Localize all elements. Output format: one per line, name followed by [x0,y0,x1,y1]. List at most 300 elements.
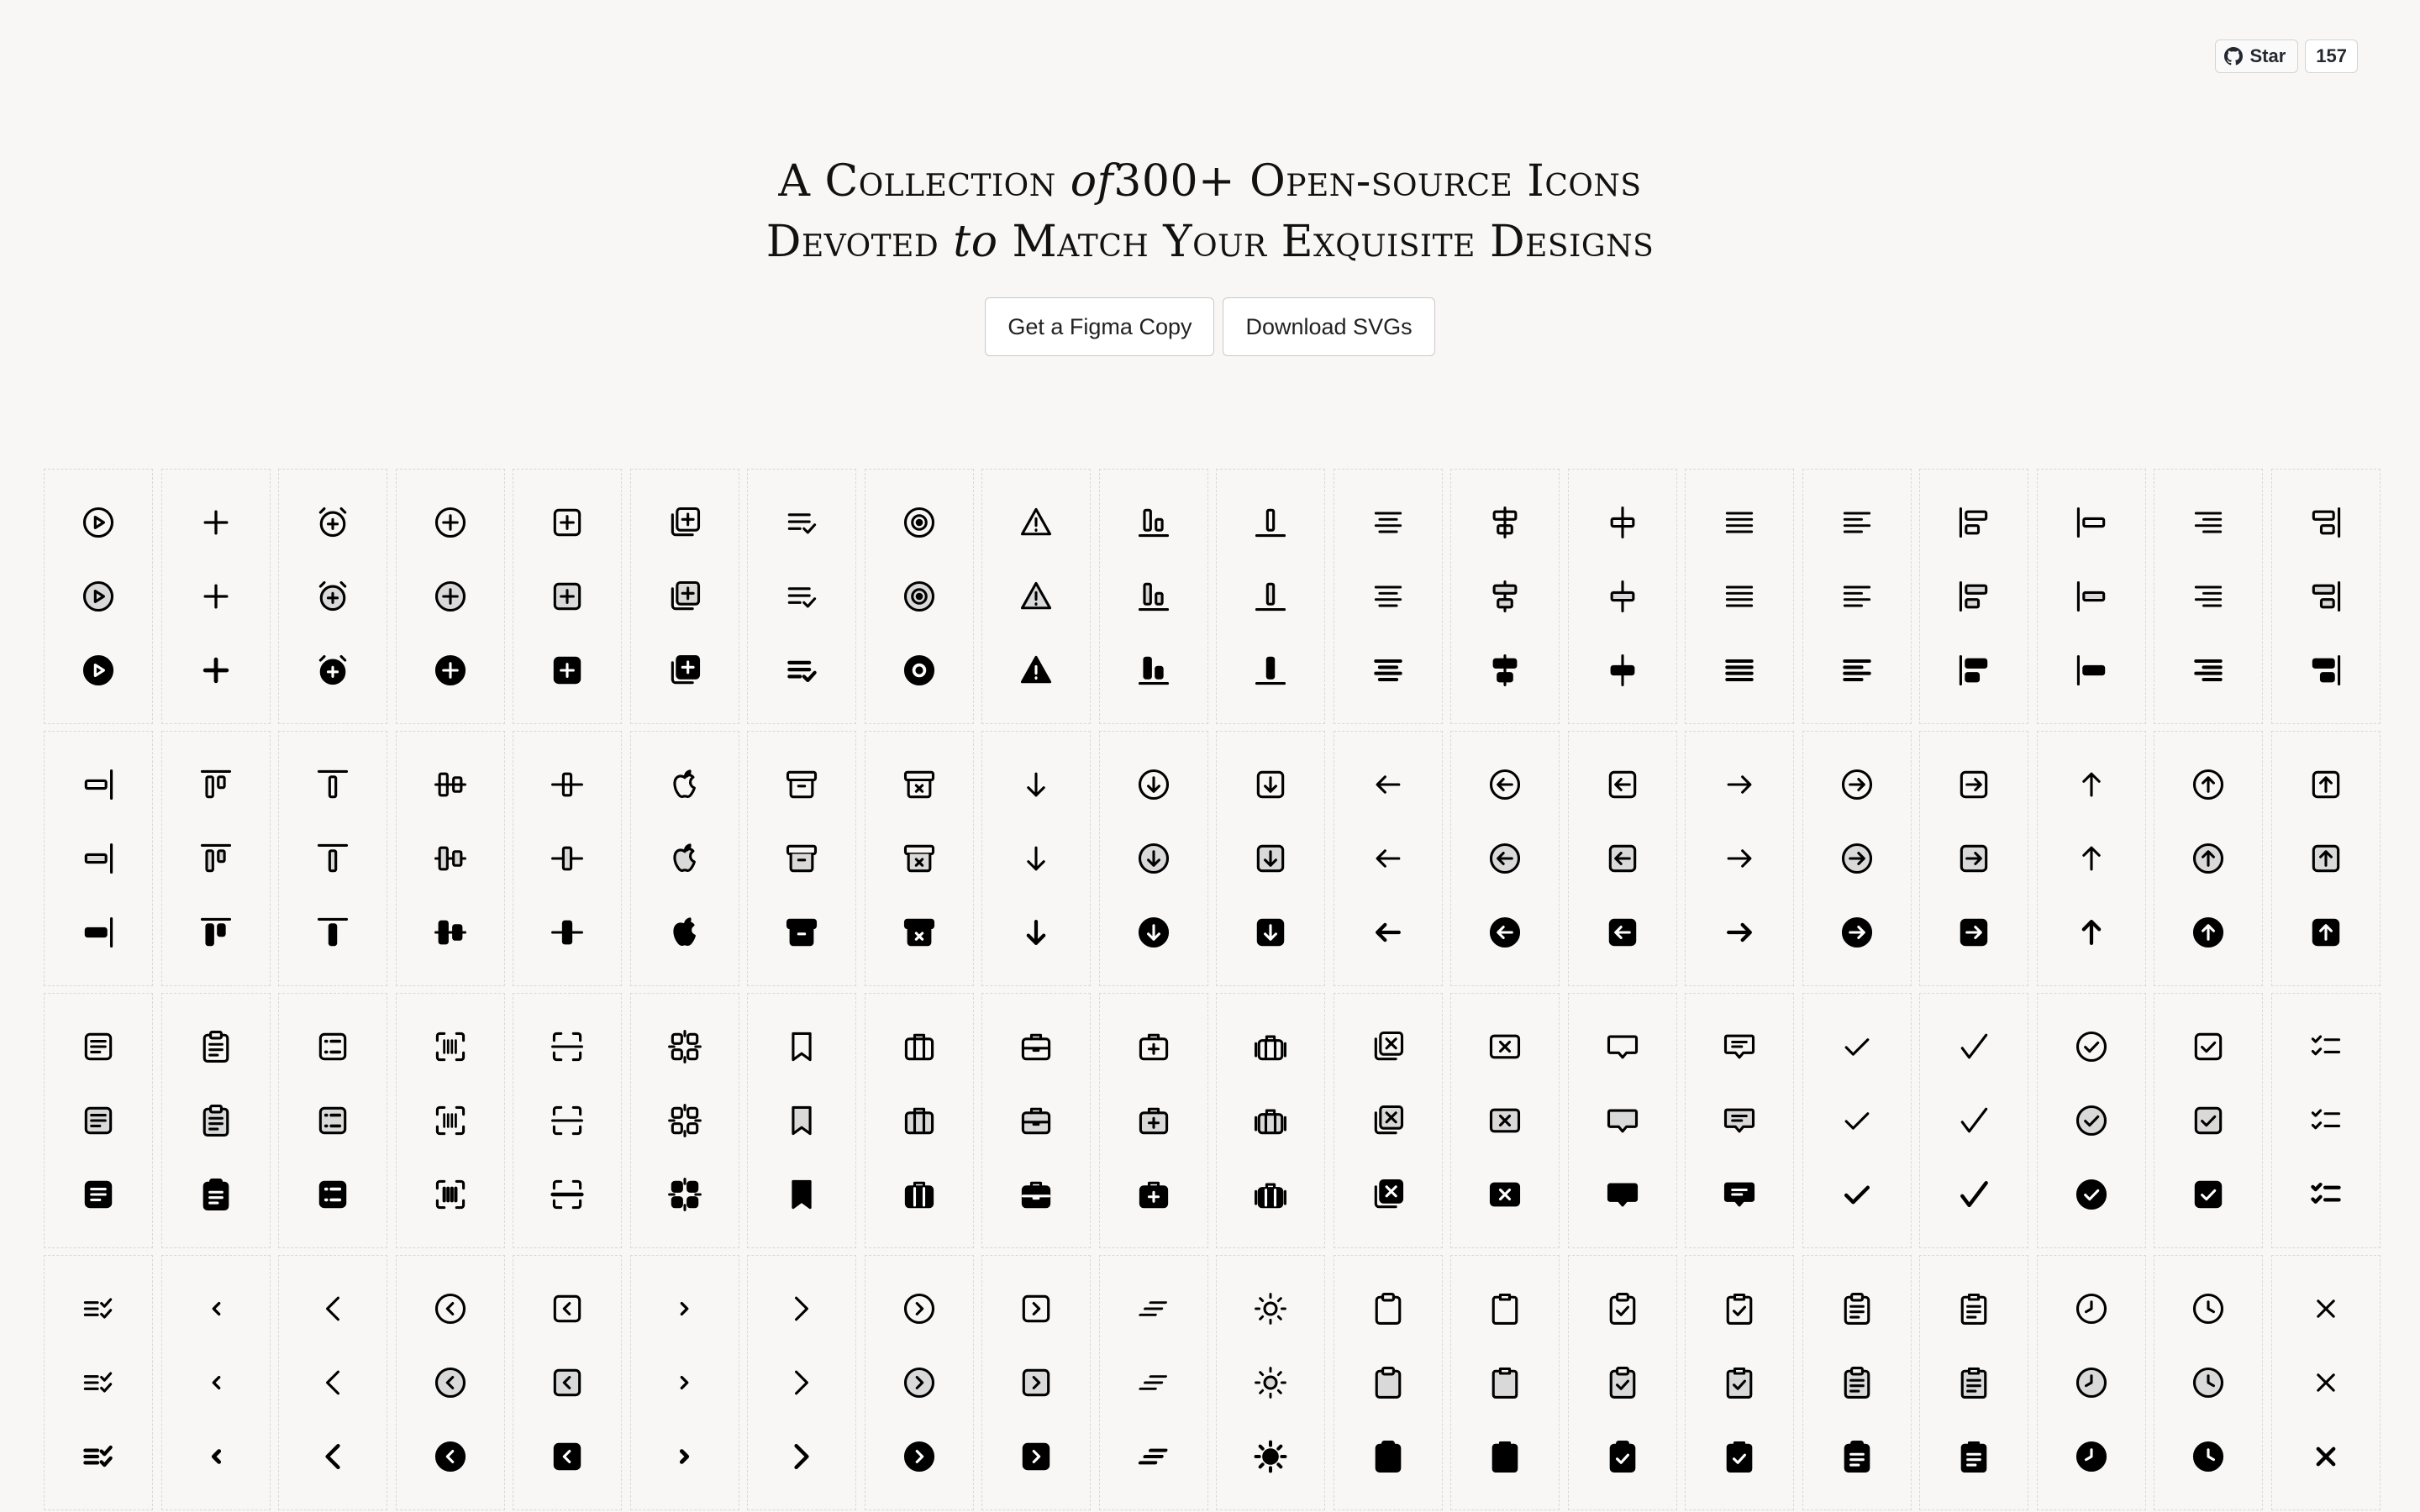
arrow-right-square-outline-icon[interactable] [1955,766,1992,803]
icon-card-clock-alt[interactable] [2154,1255,2263,1510]
chevron-right-big-solid-icon[interactable] [783,1438,820,1475]
alarm-add-outline-icon[interactable] [314,504,351,541]
close-outline-icon[interactable] [2307,1290,2344,1327]
chevron-left-square-duotone-icon[interactable] [549,1364,586,1401]
align-right-duotone-icon[interactable] [2190,578,2227,615]
arrow-down-solid-icon[interactable] [1018,914,1055,951]
archive-x-duotone-icon[interactable] [901,840,938,877]
assignment-duotone-icon[interactable] [197,1102,234,1139]
x-square-outline-icon[interactable] [1486,1028,1523,1065]
bookmark-outline-icon[interactable] [783,1028,820,1065]
text-italic-outline-icon[interactable] [1135,1290,1172,1327]
chevron-right-big-duotone-icon[interactable] [783,1364,820,1401]
library-add-outline-icon[interactable] [666,504,703,541]
arrow-left-duotone-icon[interactable] [1370,840,1407,877]
check-alt-solid-icon[interactable] [1955,1176,1992,1213]
chevron-left-big-duotone-icon[interactable] [314,1364,351,1401]
clock-duotone-icon[interactable] [2073,1364,2110,1401]
icon-card-chevron-left-big[interactable] [278,1255,387,1510]
clipboard-check-solid-icon[interactable] [1604,1438,1641,1475]
align-justify-outline-icon[interactable] [1721,504,1758,541]
apple-solid-icon[interactable] [666,914,703,951]
arrow-left-circle-solid-icon[interactable] [1486,914,1523,951]
align-justify-solid-icon[interactable] [1721,652,1758,689]
clock-solid-icon[interactable] [2073,1438,2110,1475]
plus-circle-outline-icon[interactable] [432,504,469,541]
assignment-list-duotone-icon[interactable] [314,1102,351,1139]
chevron-right-circle-duotone-icon[interactable] [901,1364,938,1401]
qr-scan-duotone-icon[interactable] [666,1102,703,1139]
icon-card-barcode-scan[interactable] [513,993,622,1248]
arrow-down-circle-duotone-icon[interactable] [1135,840,1172,877]
icon-card-arrow-right-circle[interactable] [1802,731,1912,986]
arrow-left-square-solid-icon[interactable] [1604,914,1641,951]
clipboard-text-outline-icon[interactable] [1839,1290,1876,1327]
align-vertical-center-solid-icon[interactable] [432,914,469,951]
chevron-right-outline-icon[interactable] [666,1290,703,1327]
clipboard-check-alt-duotone-icon[interactable] [1721,1364,1758,1401]
close-solid-icon[interactable] [2307,1438,2344,1475]
icon-card-align-left-single[interactable] [2037,469,2146,724]
clipboard-alt-duotone-icon[interactable] [1486,1364,1523,1401]
align-justify-duotone-icon[interactable] [1721,578,1758,615]
download-svgs-button[interactable]: Download SVGs [1223,297,1434,356]
arrow-left-outline-icon[interactable] [1370,766,1407,803]
target-solid-icon[interactable] [901,652,938,689]
apple-outline-icon[interactable] [666,766,703,803]
arrow-right-square-solid-icon[interactable] [1955,914,1992,951]
chevron-left-square-outline-icon[interactable] [549,1290,586,1327]
icon-card-align-right-single[interactable] [44,731,153,986]
icon-card-arrow-up-circle[interactable] [2154,731,2263,986]
align-vertical-center-outline-icon[interactable] [432,766,469,803]
chevron-left-big-outline-icon[interactable] [314,1290,351,1327]
arrow-up-solid-icon[interactable] [2073,914,2110,951]
plus-circle-duotone-icon[interactable] [432,578,469,615]
target-outline-icon[interactable] [901,504,938,541]
briefcase-stack-outline-icon[interactable] [1252,1028,1289,1065]
plus-solid-icon[interactable] [197,652,234,689]
arrow-down-circle-outline-icon[interactable] [1135,766,1172,803]
align-bottom-outline-icon[interactable] [1135,504,1172,541]
barcode-scan-duotone-icon[interactable] [549,1102,586,1139]
align-right-single-outline-icon[interactable] [80,766,117,803]
align-right-solid-icon[interactable] [2190,652,2227,689]
icon-card-align-right[interactable] [2154,469,2263,724]
check-circle-duotone-icon[interactable] [2073,1102,2110,1139]
align-left-duotone-icon[interactable] [1839,578,1876,615]
arrow-left-square-duotone-icon[interactable] [1604,840,1641,877]
icon-card-library-add[interactable] [630,469,739,724]
icon-card-text-italic[interactable] [1099,1255,1208,1510]
icon-card-check-alt[interactable] [1919,993,2028,1248]
arrow-down-square-outline-icon[interactable] [1252,766,1289,803]
icon-card-close[interactable] [2271,1255,2381,1510]
align-bottom-single-outline-icon[interactable] [1252,504,1289,541]
icon-card-align-bottom-single[interactable] [1216,469,1325,724]
chevron-right-circle-outline-icon[interactable] [901,1290,938,1327]
archive-duotone-icon[interactable] [783,840,820,877]
library-x-duotone-icon[interactable] [1370,1102,1407,1139]
icon-card-arrow-right-square[interactable] [1919,731,2028,986]
library-add-solid-icon[interactable] [666,652,703,689]
chat-bubble-solid-icon[interactable] [1604,1176,1641,1213]
plus-outline-icon[interactable] [197,504,234,541]
icon-card-chevron-right-square[interactable] [981,1255,1091,1510]
icon-card-check-square[interactable] [2154,993,2263,1248]
plus-square-duotone-icon[interactable] [549,578,586,615]
library-add-duotone-icon[interactable] [666,578,703,615]
bookmark-duotone-icon[interactable] [783,1102,820,1139]
icon-card-chat-bubble-text[interactable] [1685,993,1794,1248]
icon-card-clock[interactable] [2037,1255,2146,1510]
x-square-solid-icon[interactable] [1486,1176,1523,1213]
briefcase-alt-outline-icon[interactable] [1018,1028,1055,1065]
icon-card-bookmark[interactable] [747,993,856,1248]
clock-alt-solid-icon[interactable] [2190,1438,2227,1475]
icon-card-align-left-multi[interactable] [1919,469,2028,724]
article-outline-icon[interactable] [80,1028,117,1065]
icon-card-archive[interactable] [747,731,856,986]
archive-solid-icon[interactable] [783,914,820,951]
align-top-solid-icon[interactable] [197,914,234,951]
clipboard-alt-outline-icon[interactable] [1486,1290,1523,1327]
chevron-left-circle-solid-icon[interactable] [432,1438,469,1475]
icon-card-apple[interactable] [630,731,739,986]
align-right-outline-icon[interactable] [2190,504,2227,541]
align-top-single-outline-icon[interactable] [314,766,351,803]
align-right-multi-outline-icon[interactable] [2307,504,2344,541]
align-left-solid-icon[interactable] [1839,652,1876,689]
barcode-solid-icon[interactable] [432,1176,469,1213]
align-horizontal-center-solid-icon[interactable] [1486,652,1523,689]
warning-duotone-icon[interactable] [1018,578,1055,615]
chat-bubble-text-outline-icon[interactable] [1721,1028,1758,1065]
icon-card-chevron-right-big[interactable] [747,1255,856,1510]
align-right-multi-duotone-icon[interactable] [2307,578,2344,615]
briefcase-duotone-icon[interactable] [901,1102,938,1139]
icon-card-align-bottom[interactable] [1099,469,1208,724]
arrow-right-duotone-icon[interactable] [1721,840,1758,877]
icon-card-archive-x[interactable] [865,731,974,986]
icon-card-x-square[interactable] [1450,993,1560,1248]
arrow-up-square-solid-icon[interactable] [2307,914,2344,951]
briefcase-stack-solid-icon[interactable] [1252,1176,1289,1213]
plus-square-outline-icon[interactable] [549,504,586,541]
arrow-up-duotone-icon[interactable] [2073,840,2110,877]
icon-card-assignment-list[interactable] [278,993,387,1248]
align-vertical-center-single-outline-icon[interactable] [549,766,586,803]
icon-card-arrow-left-square[interactable] [1568,731,1677,986]
icon-card-alarm-add[interactable] [278,469,387,724]
align-left-multi-solid-icon[interactable] [1955,652,1992,689]
checklist-solid-icon[interactable] [2307,1176,2344,1213]
align-horizontal-center-single-duotone-icon[interactable] [1604,578,1641,615]
clipboard-text-solid-icon[interactable] [1839,1438,1876,1475]
sun-solid-icon[interactable] [1252,1438,1289,1475]
checklist-duotone-icon[interactable] [2307,1102,2344,1139]
chevron-left-square-solid-icon[interactable] [549,1438,586,1475]
play-circle-solid-icon[interactable] [80,652,117,689]
qr-scan-outline-icon[interactable] [666,1028,703,1065]
arrow-right-solid-icon[interactable] [1721,914,1758,951]
icon-card-align-vertical-center-single[interactable] [513,731,622,986]
icon-card-arrow-up-square[interactable] [2271,731,2381,986]
check-square-solid-icon[interactable] [2190,1176,2227,1213]
chevron-right-big-outline-icon[interactable] [783,1290,820,1327]
icon-card-chat-bubble[interactable] [1568,993,1677,1248]
checklist-alt-duotone-icon[interactable] [80,1364,117,1401]
check-solid-icon[interactable] [1839,1176,1876,1213]
align-top-duotone-icon[interactable] [197,840,234,877]
icon-card-target[interactable] [865,469,974,724]
chevron-right-duotone-icon[interactable] [666,1364,703,1401]
icon-card-arrow-up[interactable] [2037,731,2146,986]
align-vertical-center-single-solid-icon[interactable] [549,914,586,951]
align-left-multi-duotone-icon[interactable] [1955,578,1992,615]
icon-card-briefcase-medical[interactable] [1099,993,1208,1248]
checklist-alt-outline-icon[interactable] [80,1290,117,1327]
clock-outline-icon[interactable] [2073,1290,2110,1327]
warning-solid-icon[interactable] [1018,652,1055,689]
icon-card-align-center[interactable] [1334,469,1443,724]
chat-bubble-outline-icon[interactable] [1604,1028,1641,1065]
align-bottom-single-duotone-icon[interactable] [1252,578,1289,615]
align-bottom-duotone-icon[interactable] [1135,578,1172,615]
clipboard-outline-icon[interactable] [1370,1290,1407,1327]
assignment-list-outline-icon[interactable] [314,1028,351,1065]
icon-card-check-circle[interactable] [2037,993,2146,1248]
arrow-up-circle-duotone-icon[interactable] [2190,840,2227,877]
align-top-outline-icon[interactable] [197,766,234,803]
chevron-right-square-duotone-icon[interactable] [1018,1364,1055,1401]
arrow-right-circle-duotone-icon[interactable] [1839,840,1876,877]
chevron-left-duotone-icon[interactable] [197,1364,234,1401]
briefcase-outline-icon[interactable] [901,1028,938,1065]
icon-card-align-top-single[interactable] [278,731,387,986]
clipboard-text-alt-duotone-icon[interactable] [1955,1364,1992,1401]
align-left-outline-icon[interactable] [1839,504,1876,541]
align-left-single-duotone-icon[interactable] [2073,578,2110,615]
alarm-add-duotone-icon[interactable] [314,578,351,615]
icon-card-chevron-right-circle[interactable] [865,1255,974,1510]
chevron-left-solid-icon[interactable] [197,1438,234,1475]
clipboard-duotone-icon[interactable] [1370,1364,1407,1401]
icon-card-align-justify[interactable] [1685,469,1794,724]
icon-card-barcode[interactable] [396,993,505,1248]
icon-card-chevron-right[interactable] [630,1255,739,1510]
chat-bubble-duotone-icon[interactable] [1604,1102,1641,1139]
briefcase-stack-duotone-icon[interactable] [1252,1102,1289,1139]
icon-card-clipboard-check[interactable] [1568,1255,1677,1510]
clock-alt-outline-icon[interactable] [2190,1290,2227,1327]
checklist-outline-icon[interactable] [2307,1028,2344,1065]
apple-duotone-icon[interactable] [666,840,703,877]
align-right-single-solid-icon[interactable] [80,914,117,951]
align-center-outline-icon[interactable] [1370,504,1407,541]
sun-duotone-icon[interactable] [1252,1364,1289,1401]
arrow-up-square-duotone-icon[interactable] [2307,840,2344,877]
arrow-left-square-outline-icon[interactable] [1604,766,1641,803]
warning-outline-icon[interactable] [1018,504,1055,541]
chevron-right-circle-solid-icon[interactable] [901,1438,938,1475]
align-right-single-duotone-icon[interactable] [80,840,117,877]
arrow-right-circle-solid-icon[interactable] [1839,914,1876,951]
icon-card-article[interactable] [44,993,153,1248]
icon-card-align-horizontal-center-single[interactable] [1568,469,1677,724]
chevron-right-solid-icon[interactable] [666,1438,703,1475]
align-left-single-solid-icon[interactable] [2073,652,2110,689]
chevron-left-circle-outline-icon[interactable] [432,1290,469,1327]
arrow-down-square-solid-icon[interactable] [1252,914,1289,951]
icon-card-align-vertical-center[interactable] [396,731,505,986]
icon-card-play-circle[interactable] [44,469,153,724]
icon-card-chevron-left[interactable] [161,1255,271,1510]
x-square-duotone-icon[interactable] [1486,1102,1523,1139]
plus-circle-solid-icon[interactable] [432,652,469,689]
qr-scan-solid-icon[interactable] [666,1176,703,1213]
arrow-left-circle-duotone-icon[interactable] [1486,840,1523,877]
archive-outline-icon[interactable] [783,766,820,803]
icon-card-qr-scan[interactable] [630,993,739,1248]
icon-card-check[interactable] [1802,993,1912,1248]
playlist-check-solid-icon[interactable] [783,652,820,689]
align-horizontal-center-duotone-icon[interactable] [1486,578,1523,615]
icon-card-warning[interactable] [981,469,1091,724]
icon-card-arrow-down-square[interactable] [1216,731,1325,986]
check-duotone-icon[interactable] [1839,1102,1876,1139]
icon-card-clipboard[interactable] [1334,1255,1443,1510]
icon-card-briefcase[interactable] [865,993,974,1248]
github-star-count[interactable]: 157 [2305,39,2358,73]
bookmark-solid-icon[interactable] [783,1176,820,1213]
arrow-up-square-outline-icon[interactable] [2307,766,2344,803]
icon-card-chevron-left-square[interactable] [513,1255,622,1510]
checklist-alt-solid-icon[interactable] [80,1438,117,1475]
clipboard-text-alt-solid-icon[interactable] [1955,1438,1992,1475]
arrow-up-circle-solid-icon[interactable] [2190,914,2227,951]
clipboard-check-outline-icon[interactable] [1604,1290,1641,1327]
chat-bubble-text-solid-icon[interactable] [1721,1176,1758,1213]
briefcase-medical-duotone-icon[interactable] [1135,1102,1172,1139]
article-duotone-icon[interactable] [80,1102,117,1139]
playlist-check-outline-icon[interactable] [783,504,820,541]
assignment-list-solid-icon[interactable] [314,1176,351,1213]
chevron-right-square-outline-icon[interactable] [1018,1290,1055,1327]
align-bottom-solid-icon[interactable] [1135,652,1172,689]
icon-card-clipboard-check-alt[interactable] [1685,1255,1794,1510]
article-solid-icon[interactable] [80,1176,117,1213]
clipboard-check-alt-solid-icon[interactable] [1721,1438,1758,1475]
close-duotone-icon[interactable] [2307,1364,2344,1401]
icon-card-clipboard-text[interactable] [1802,1255,1912,1510]
check-square-duotone-icon[interactable] [2190,1102,2227,1139]
library-x-solid-icon[interactable] [1370,1176,1407,1213]
check-circle-outline-icon[interactable] [2073,1028,2110,1065]
check-square-outline-icon[interactable] [2190,1028,2227,1065]
briefcase-alt-solid-icon[interactable] [1018,1176,1055,1213]
icon-card-align-top[interactable] [161,731,271,986]
icon-card-briefcase-stack[interactable] [1216,993,1325,1248]
barcode-outline-icon[interactable] [432,1028,469,1065]
icon-card-assignment[interactable] [161,993,271,1248]
arrow-down-outline-icon[interactable] [1018,766,1055,803]
play-circle-duotone-icon[interactable] [80,578,117,615]
clipboard-check-duotone-icon[interactable] [1604,1364,1641,1401]
arrow-down-square-duotone-icon[interactable] [1252,840,1289,877]
plus-duotone-icon[interactable] [197,578,234,615]
text-italic-duotone-icon[interactable] [1135,1364,1172,1401]
alarm-add-solid-icon[interactable] [314,652,351,689]
icon-card-sun[interactable] [1216,1255,1325,1510]
align-horizontal-center-single-solid-icon[interactable] [1604,652,1641,689]
plus-square-solid-icon[interactable] [549,652,586,689]
chevron-left-circle-duotone-icon[interactable] [432,1364,469,1401]
playlist-check-duotone-icon[interactable] [783,578,820,615]
arrow-down-duotone-icon[interactable] [1018,840,1055,877]
icon-card-align-horizontal-center[interactable] [1450,469,1560,724]
arrow-up-outline-icon[interactable] [2073,766,2110,803]
arrow-left-solid-icon[interactable] [1370,914,1407,951]
align-left-single-outline-icon[interactable] [2073,504,2110,541]
icon-card-arrow-right[interactable] [1685,731,1794,986]
align-top-single-duotone-icon[interactable] [314,840,351,877]
icon-card-chevron-left-circle[interactable] [396,1255,505,1510]
arrow-up-circle-outline-icon[interactable] [2190,766,2227,803]
chevron-right-square-solid-icon[interactable] [1018,1438,1055,1475]
archive-x-outline-icon[interactable] [901,766,938,803]
play-circle-outline-icon[interactable] [80,504,117,541]
barcode-scan-solid-icon[interactable] [549,1176,586,1213]
icon-card-playlist-check[interactable] [747,469,856,724]
clipboard-text-duotone-icon[interactable] [1839,1364,1876,1401]
chevron-left-big-solid-icon[interactable] [314,1438,351,1475]
arrow-right-circle-outline-icon[interactable] [1839,766,1876,803]
assignment-outline-icon[interactable] [197,1028,234,1065]
text-italic-solid-icon[interactable] [1135,1438,1172,1475]
icon-card-plus-circle[interactable] [396,469,505,724]
github-star-button[interactable] [2215,39,2298,73]
icon-card-checklist-alt[interactable] [44,1255,153,1510]
briefcase-medical-solid-icon[interactable] [1135,1176,1172,1213]
icon-card-arrow-down[interactable] [981,731,1091,986]
icon-card-arrow-down-circle[interactable] [1099,731,1208,986]
icon-card-library-x[interactable] [1334,993,1443,1248]
icon-card-clipboard-text-alt[interactable] [1919,1255,2028,1510]
clipboard-alt-solid-icon[interactable] [1486,1438,1523,1475]
briefcase-medical-outline-icon[interactable] [1135,1028,1172,1065]
icon-card-checklist[interactable] [2271,993,2381,1248]
figma-copy-button[interactable]: Get a Figma Copy [985,297,1214,356]
icon-card-plus[interactable] [161,469,271,724]
briefcase-alt-duotone-icon[interactable] [1018,1102,1055,1139]
arrow-right-square-duotone-icon[interactable] [1955,840,1992,877]
align-right-multi-solid-icon[interactable] [2307,652,2344,689]
icon-card-align-left[interactable] [1802,469,1912,724]
check-circle-solid-icon[interactable] [2073,1176,2110,1213]
briefcase-solid-icon[interactable] [901,1176,938,1213]
align-left-multi-outline-icon[interactable] [1955,504,1992,541]
icon-card-plus-square[interactable] [513,469,622,724]
align-top-single-solid-icon[interactable] [314,914,351,951]
target-duotone-icon[interactable] [901,578,938,615]
library-x-outline-icon[interactable] [1370,1028,1407,1065]
align-bottom-single-solid-icon[interactable] [1252,652,1289,689]
sun-outline-icon[interactable] [1252,1290,1289,1327]
icon-card-arrow-left-circle[interactable] [1450,731,1560,986]
chat-bubble-text-duotone-icon[interactable] [1721,1102,1758,1139]
check-outline-icon[interactable] [1839,1028,1876,1065]
